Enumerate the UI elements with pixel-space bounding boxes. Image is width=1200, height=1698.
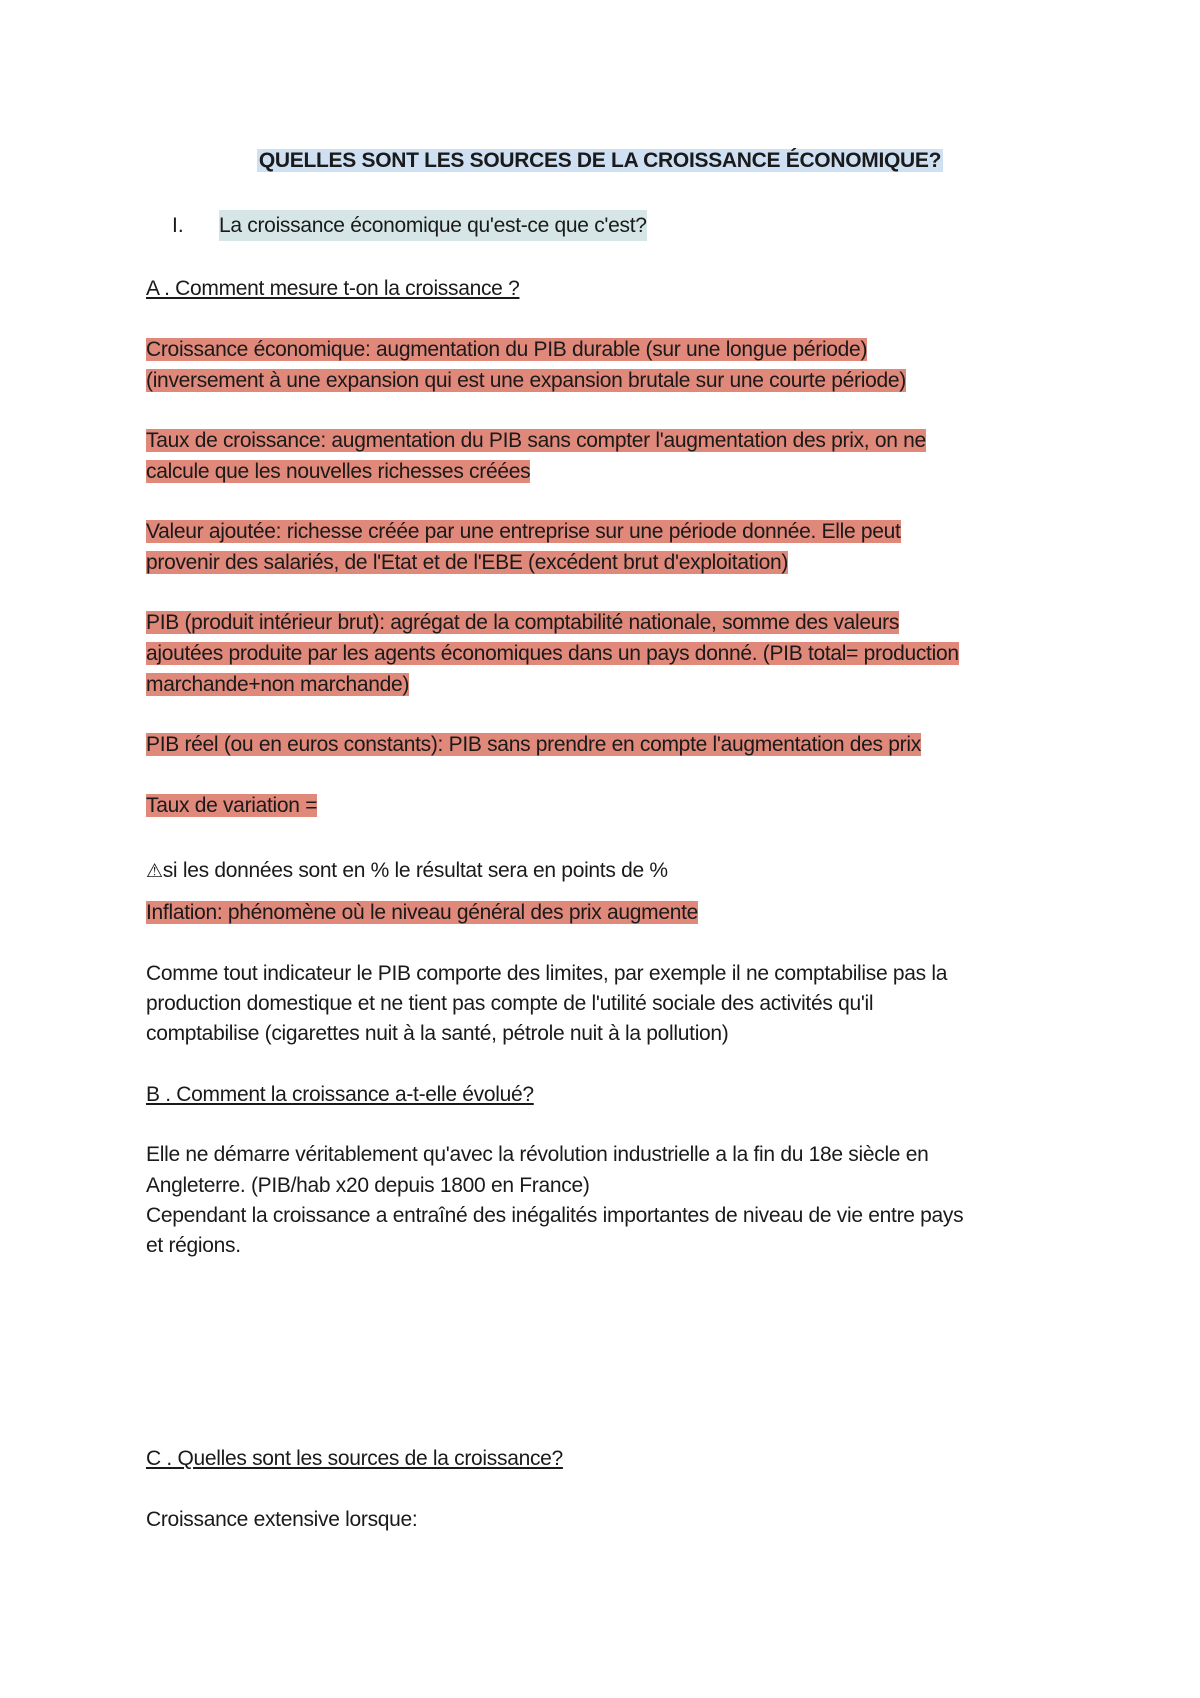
definition-croissance-line-2: (inversement à une expansion qui est une expansion brutale sur une courte période) [146, 369, 906, 392]
definition-taux-variation [146, 790, 317, 821]
definition-pib-reel [146, 729, 921, 760]
definition-pib-cont-1 [146, 638, 959, 669]
definition-valeur-ajoutee-cont [146, 547, 788, 578]
definition-croissance-line-1: Croissance économique: augmentation du PIB durable (sur une longue période) [146, 338, 868, 361]
definition-inflation [146, 897, 698, 928]
limits-paragraph-line-2: production domestique et ne tient pas compte de l'utilité sociale des activités qu'il [146, 992, 874, 1015]
sources-paragraph-line-1: Croissance extensive lorsque: [146, 1508, 418, 1531]
page-title [0, 145, 1200, 177]
definition-pib [146, 607, 899, 638]
section-1-heading: La croissance économique qu'est-ce que c'est? [219, 210, 647, 241]
definition-croissance [146, 334, 867, 365]
definition-va-line-1: Valeur ajoutée: richesse créée par une entreprise sur une période donnée. Elle peut [146, 520, 901, 543]
subsection-c-heading: C . Quelles sont les sources de la croissance? [146, 1447, 563, 1470]
definition-pib-line-2: ajoutées produite par les agents économiques dans un pays donné. (PIB total= production [146, 642, 959, 665]
definition-taux-croissance [146, 425, 926, 456]
definition-taux-line-2: calcule que les nouvelles richesses créées [146, 460, 531, 483]
subsection-b-heading: B . Comment la croissance a-t-elle évolué? [146, 1083, 534, 1106]
section-1-numeral: I. [172, 214, 184, 237]
definition-valeur-ajoutee [146, 516, 901, 547]
warning-triangle-icon: ⚠ [146, 860, 163, 882]
evolution-paragraph-line-4: et régions. [146, 1234, 241, 1257]
limits-paragraph-line-3: comptabilise (cigarettes nuit à la santé, pétrole nuit à la pollution) [146, 1022, 729, 1045]
warning-note [146, 855, 668, 887]
limits-paragraph-line-1: Comme tout indicateur le PIB comporte des limites, par exemple il ne comptabilise pas la [146, 962, 948, 985]
warning-text: si les données sont en % le résultat sera en points de % [162, 859, 668, 882]
definition-taux-variation-text: Taux de variation = [146, 794, 318, 817]
evolution-paragraph-line-3: Cependant la croissance a entraîné des inégalités importantes de niveau de vie entre pays [146, 1204, 964, 1227]
definition-inflation-text: Inflation: phénomène où le niveau général des prix augmente [146, 901, 699, 924]
page-title-text: QUELLES SONT LES SOURCES DE LA CROISSANCE ÉCONOMIQUE? [258, 149, 942, 172]
definition-taux-croissance-cont [146, 456, 530, 487]
definition-croissance-cont [146, 365, 906, 396]
definition-taux-line-1: Taux de croissance: augmentation du PIB sans compter l'augmentation des prix, on ne [146, 429, 926, 452]
definition-pib-line-1: PIB (produit intérieur brut): agrégat de la comptabilité nationale, somme des valeurs [146, 611, 900, 634]
subsection-a-heading: A . Comment mesure t-on la croissance ? [146, 277, 520, 300]
evolution-paragraph-line-1: Elle ne démarre véritablement qu'avec la révolution industrielle a la fin du 18e siècle en [146, 1143, 929, 1166]
evolution-paragraph-line-2: Angleterre. (PIB/hab x20 depuis 1800 en France) [146, 1174, 590, 1197]
definition-pib-line-3: marchande+non marchande) [146, 673, 410, 696]
definition-pib-reel-text: PIB réel (ou en euros constants): PIB sans prendre en compte l'augmentation des prix [146, 733, 921, 756]
definition-va-line-2: provenir des salariés, de l'Etat et de l'EBE (excédent brut d'exploitation) [146, 551, 789, 574]
definition-pib-cont-2 [146, 669, 409, 700]
